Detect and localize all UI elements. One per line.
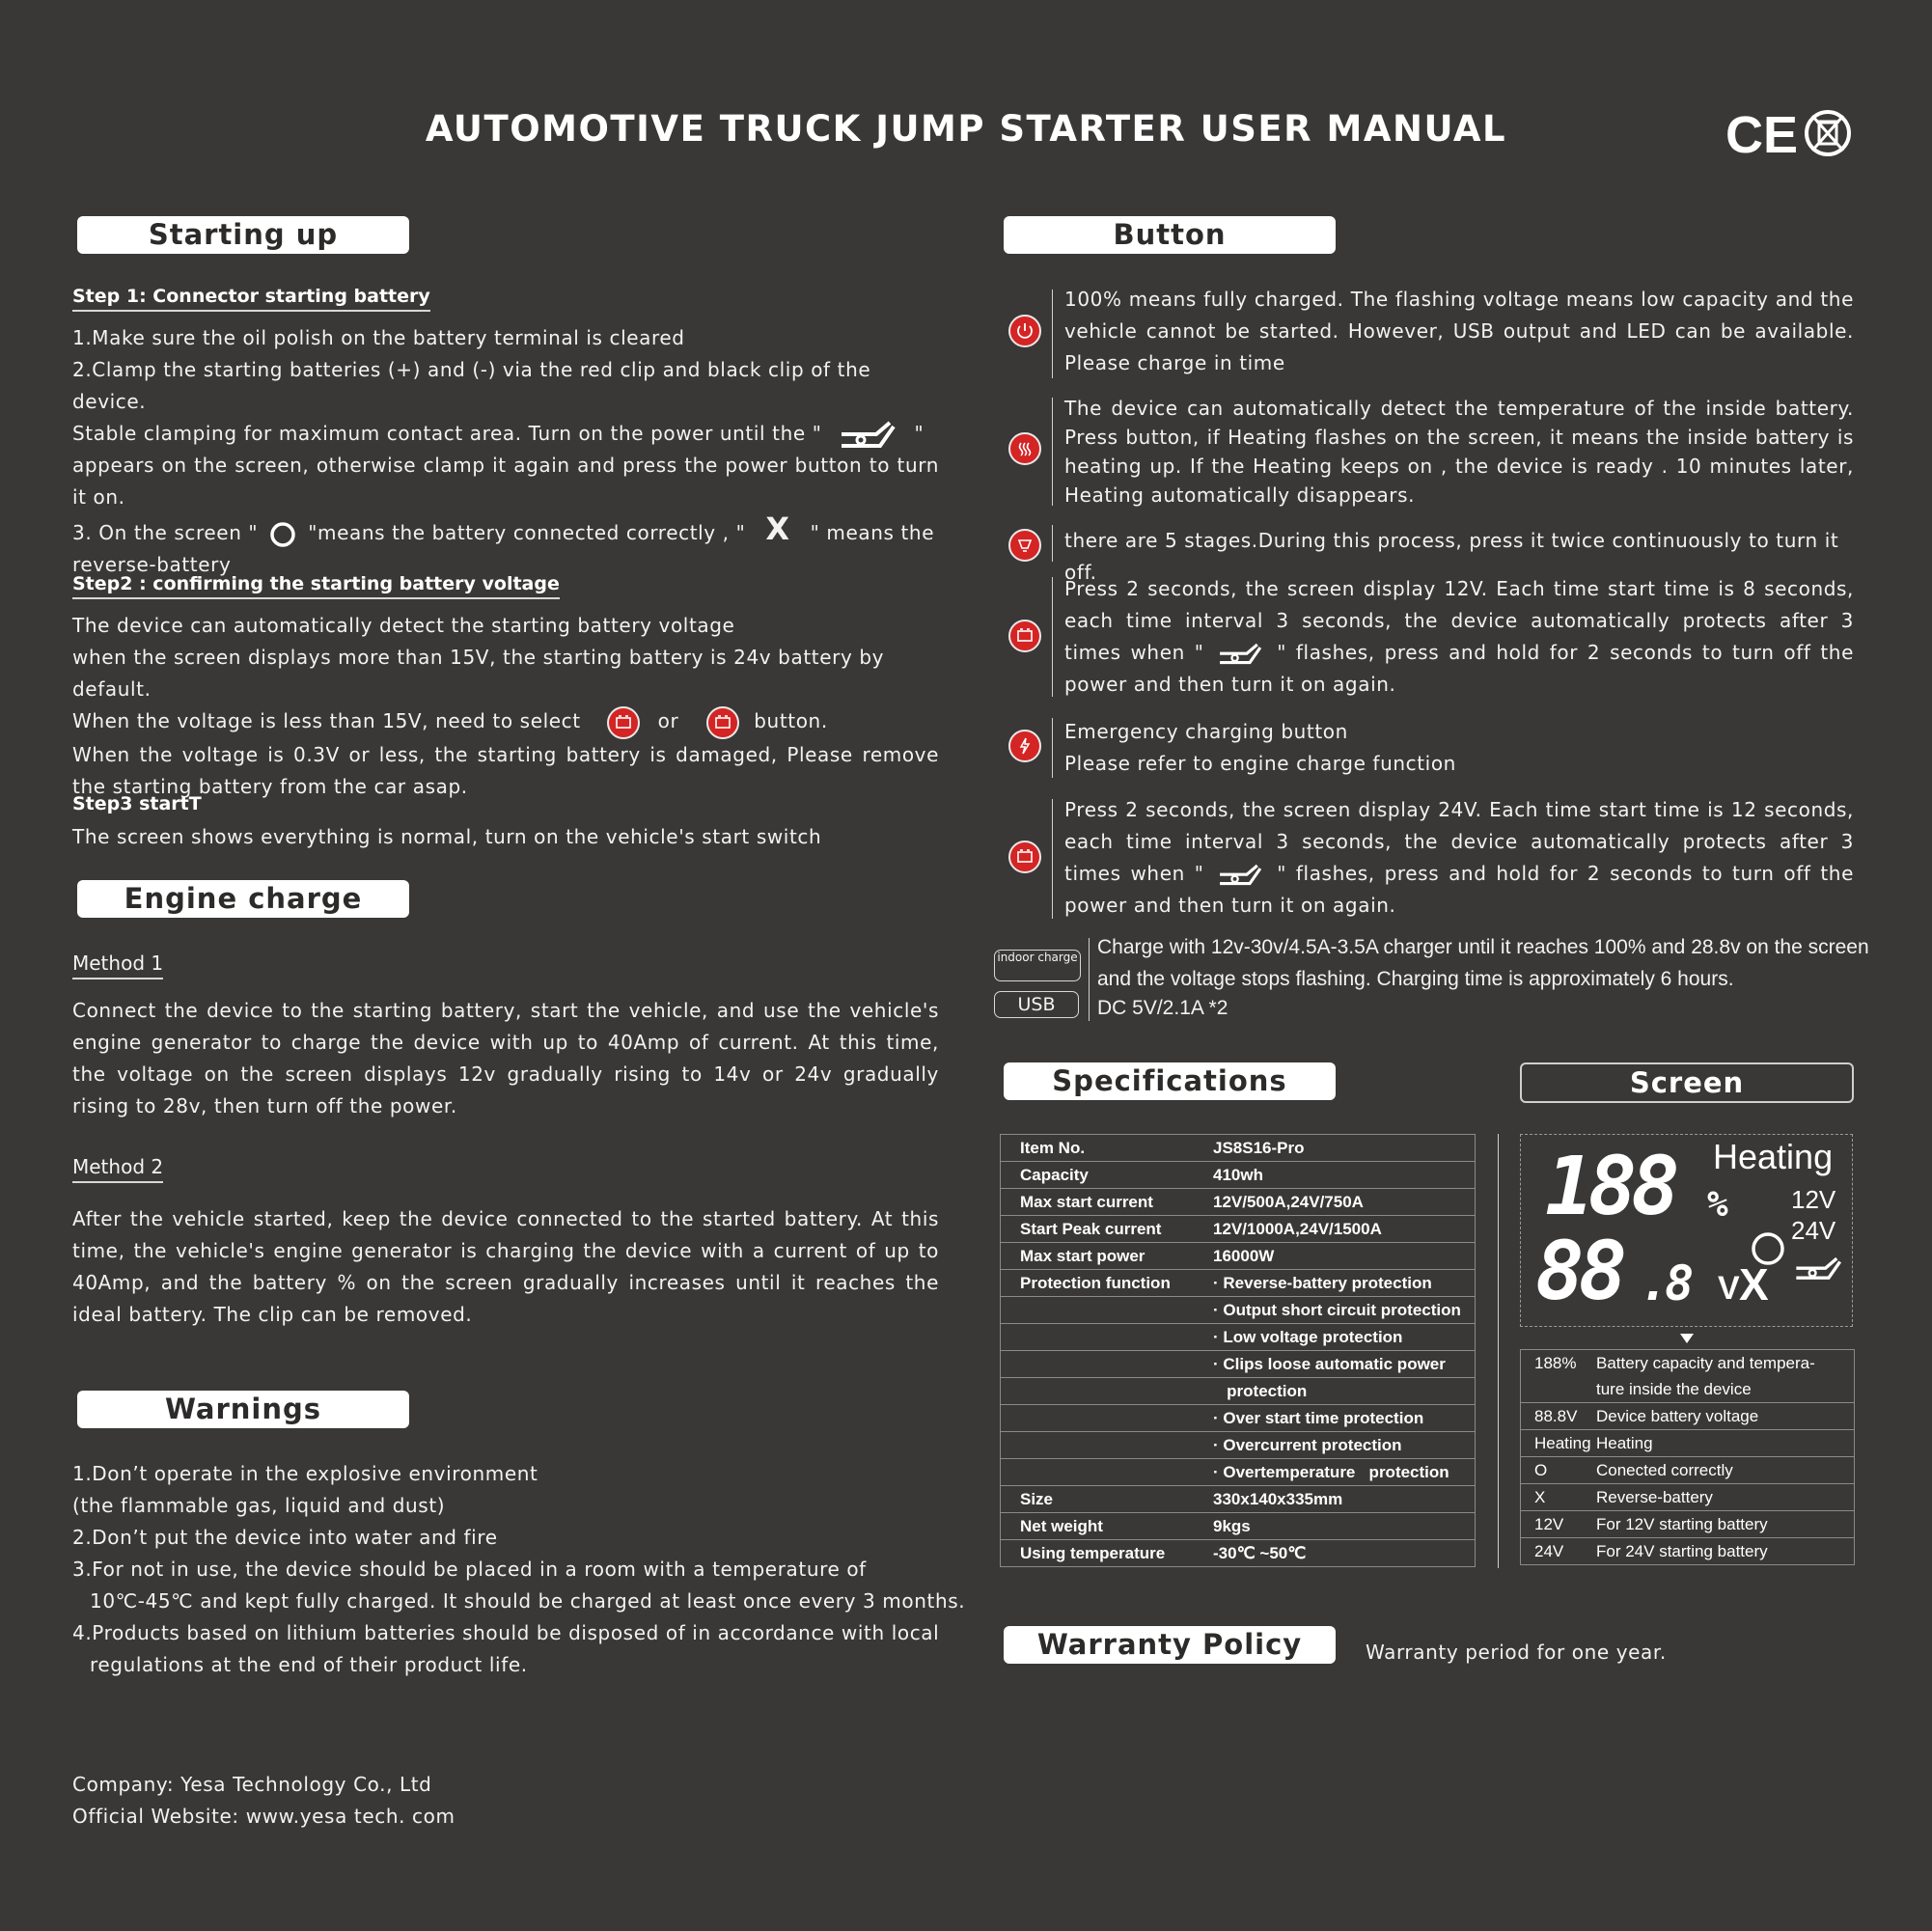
spec-value: 12V/500A,24V/750A: [1213, 1189, 1475, 1216]
ce-mark: CE: [1725, 106, 1799, 160]
spec-label: [1001, 1351, 1213, 1378]
screen-legend-desc: Conected correctly: [1596, 1457, 1854, 1484]
lcd-percent-digits: 188: [1545, 1139, 1674, 1233]
triangle-down-icon: [1679, 1333, 1695, 1344]
spec-label: Item No.: [1001, 1135, 1213, 1162]
spec-label: Capacity: [1001, 1162, 1213, 1189]
warning-1a: 1.Don’t operate in the explosive environment: [72, 1462, 538, 1485]
button-6-text-b: " flashes, press and hold for 2 seconds to turn off the power and then turn it on again.: [1064, 862, 1854, 917]
warning-4a: 4.Products based on lithium batteries should be disposed of in accordance with local: [72, 1621, 940, 1644]
warning-3a: 3.For not in use, the device should be placed in a room with a temperature of: [72, 1558, 867, 1581]
lcd-circle-o-icon: [1751, 1231, 1785, 1266]
button-4-text-b: " flashes, press and hold for 2 seconds to turn off the power and then turn it on again.: [1064, 641, 1854, 696]
method2-title-wrap: [72, 1155, 163, 1183]
step1-line-1: 1.Make sure the oil polish on the battery terminal is cleared: [72, 326, 685, 349]
spec-row: [1001, 1540, 1475, 1567]
method2-title: Method 2: [72, 1155, 163, 1183]
clamp-icon: [1217, 641, 1263, 668]
step2-line-4: When the voltage is 0.3V or less, the starting battery is damaged, Please remove the starting battery from the car asap.: [72, 742, 939, 798]
warning-3b: 10℃-45℃ and kept fully charged. It should be charged at least once every 3 months.: [90, 1589, 966, 1613]
screen-legend-symbol: Heating: [1521, 1430, 1596, 1457]
starting-up-header: Starting up: [77, 216, 409, 254]
step1-quote-close: ": [914, 422, 925, 445]
step1-body: [72, 322, 939, 581]
spec-row: [1001, 1189, 1475, 1216]
screen-legend-symbol: X: [1521, 1484, 1596, 1511]
spec-row: [1001, 1459, 1475, 1486]
light-icon: [1008, 529, 1041, 562]
lcd-v: V: [1718, 1270, 1740, 1307]
battery-12v-icon-wrap: [1008, 620, 1041, 652]
step2-line-2: when the screen displays more than 15V, the starting battery is 24v battery by default.: [72, 646, 885, 701]
warnings-header: Warnings: [77, 1391, 409, 1428]
spec-label: Size: [1001, 1486, 1213, 1513]
divider-b4: [1052, 577, 1053, 697]
button-6-text-a: Press 2 seconds, the screen display 24V. Each time start time is 12 seconds, each time interval 3 seconds, the device automatically protects after 3 times when ": [1064, 798, 1854, 885]
step2-line-3: [72, 705, 964, 739]
screen-legend-desc: Battery capacity and tempera-: [1596, 1350, 1854, 1377]
button-3-text: there are 5 stages.During this process, press it twice continuously to turn it off.: [1064, 529, 1839, 584]
specifications-header: Specifications: [1004, 1062, 1336, 1100]
light-button-icon: [1008, 529, 1041, 562]
screen-legend-symbol: [1521, 1376, 1596, 1403]
spec-value: protection: [1213, 1378, 1475, 1405]
step2-body: [72, 610, 964, 803]
spec-row: [1001, 1135, 1475, 1162]
lcd-voltage-decimal: .8: [1640, 1255, 1691, 1311]
company-info: [72, 1769, 455, 1833]
screen-legend-symbol: O: [1521, 1457, 1596, 1484]
step3-text: The screen shows everything is normal, turn on the vehicle's start switch: [72, 825, 822, 848]
spec-label: [1001, 1378, 1213, 1405]
screen-legend-row: [1521, 1457, 1854, 1484]
button-2-text: The device can automatically detect the temperature of the inside battery. Press button, if Heating flashes on the screen, it means the inside battery is heating up. If the Heating keeps on , the device is ready . 10 minutes later, Heating automatically disappears.: [1064, 397, 1854, 507]
spec-value: 16000W: [1213, 1243, 1475, 1270]
specifications-table: [1001, 1134, 1475, 1567]
spec-row: [1001, 1324, 1475, 1351]
step1-line-3: [72, 418, 939, 450]
spec-row: [1001, 1486, 1475, 1513]
step2-text-3a: When the voltage is less than 15V, need to select: [72, 709, 581, 732]
warranty-text: Warranty period for one year.: [1366, 1641, 1667, 1664]
specifications-table-wrap: [1000, 1134, 1476, 1567]
heating-icon: [1008, 432, 1041, 465]
lcd-x: X: [1739, 1259, 1769, 1310]
usb-text: DC 5V/2.1A *2: [1097, 997, 1228, 1019]
usb-label: USB: [994, 991, 1079, 1018]
divider-b6: [1052, 799, 1053, 919]
spec-row: [1001, 1297, 1475, 1324]
screen-legend-symbol: 24V: [1521, 1538, 1596, 1565]
spec-label: Max start current: [1001, 1189, 1213, 1216]
spec-label: Start Peak current: [1001, 1216, 1213, 1243]
screen-legend-desc: Reverse-battery: [1596, 1484, 1854, 1511]
screen-table-wrap: [1520, 1349, 1855, 1565]
charging-info: [1097, 931, 1869, 1024]
spec-label: [1001, 1405, 1213, 1432]
x-mark: X: [765, 510, 790, 547]
screen-legend-desc: ture inside the device: [1596, 1376, 1854, 1403]
spec-row: [1001, 1351, 1475, 1378]
screen-legend-desc: For 12V starting battery: [1596, 1511, 1854, 1538]
button-5-text-a: Emergency charging button: [1064, 720, 1348, 743]
warnings-body: [72, 1458, 980, 1681]
screen-legend-table: [1521, 1349, 1854, 1565]
spec-value: · Low voltage protection: [1213, 1324, 1475, 1351]
warning-1b: (the flammable gas, liquid and dust): [72, 1494, 446, 1517]
warning-4b: regulations at the end of their product life.: [90, 1653, 528, 1676]
spec-label: Using temperature: [1001, 1540, 1213, 1567]
engine-charge-header: Engine charge: [77, 880, 409, 918]
screen-legend-desc: Heating: [1596, 1430, 1854, 1457]
spec-row: [1001, 1243, 1475, 1270]
screen-legend-row: [1521, 1511, 1854, 1538]
weee-bin-icon: [1807, 112, 1849, 154]
button-4-text-a: Press 2 seconds, the screen display 12V. Each time start time is 8 seconds, each time interval 3 seconds, the device automatically protects after 3 times when ": [1064, 577, 1854, 664]
power-icon: [1008, 315, 1041, 347]
lcd-12v: 12V: [1791, 1185, 1836, 1214]
step2-title-wrap: [72, 573, 560, 599]
spec-value: · Clips loose automatic power: [1213, 1351, 1475, 1378]
method1-title: Method 1: [72, 952, 163, 979]
spec-value: · Reverse-battery protection: [1213, 1270, 1475, 1297]
spec-value: · Overcurrent protection: [1213, 1432, 1475, 1459]
method1-title-wrap: [72, 952, 163, 979]
screen-legend-symbol: 12V: [1521, 1511, 1596, 1538]
battery-12v-icon: [1008, 620, 1041, 652]
step1-text-5b: "means the battery connected correctly , ": [308, 521, 746, 544]
spec-value: 9kgs: [1213, 1513, 1475, 1540]
step1-title: Step 1: Connector starting battery: [72, 286, 430, 312]
step1-text-5a: 3. On the screen ": [72, 521, 259, 544]
lcd-voltage-digits: 88: [1535, 1224, 1622, 1318]
divider-b1: [1052, 290, 1053, 378]
button-1-text: 100% means fully charged. The flashing voltage means low capacity and the vehicle cannot be started. However, USB output and LED can be available. Please charge in time: [1064, 288, 1854, 374]
step2-text-3c: button.: [754, 709, 828, 732]
spec-label: Protection function: [1001, 1270, 1213, 1297]
lcd-clamp-icon: [1793, 1253, 1843, 1285]
circle-o-icon: [268, 520, 297, 549]
lcd-heating: Heating: [1713, 1137, 1834, 1176]
warranty-header: Warranty Policy: [1004, 1626, 1336, 1664]
spec-row: [1001, 1513, 1475, 1540]
button-header: Button: [1004, 216, 1336, 254]
battery-24v-button-icon: [706, 706, 739, 739]
screen-legend-desc: For 24V starting battery: [1596, 1538, 1854, 1565]
step1-text-5c: " means the reverse-battery: [72, 521, 935, 576]
divider-b3: [1052, 525, 1053, 562]
screen-legend-row: [1521, 1430, 1854, 1457]
screen-legend-row: [1521, 1350, 1854, 1377]
spec-value: · Over start time protection: [1213, 1405, 1475, 1432]
lcd-24v: 24V: [1791, 1216, 1836, 1245]
spec-value: 410wh: [1213, 1162, 1475, 1189]
warning-2: 2.Don’t put the device into water and fire: [72, 1526, 498, 1549]
spec-value: 12V/1000A,24V/1500A: [1213, 1216, 1475, 1243]
spec-label: [1001, 1297, 1213, 1324]
spec-row: [1001, 1405, 1475, 1432]
step1-line-5: [72, 510, 939, 581]
screen-legend-row: [1521, 1538, 1854, 1565]
spec-value: · Overtemperature protection: [1213, 1459, 1475, 1486]
battery-24v-icon-wrap: [1008, 841, 1041, 873]
battery-12v-button-icon: [607, 706, 640, 739]
screen-legend-row: [1521, 1376, 1854, 1403]
spec-label: Max start power: [1001, 1243, 1213, 1270]
spec-value: · Output short circuit protection: [1213, 1297, 1475, 1324]
screen-legend-desc: Device battery voltage: [1596, 1403, 1854, 1430]
step1-line-4: appears on the screen, otherwise clamp it again and press the power button to turn it on.: [72, 454, 939, 509]
button-4-text: [1064, 573, 1854, 701]
spec-row: [1001, 1270, 1475, 1297]
screen-legend-symbol: 88.8V: [1521, 1403, 1596, 1430]
method2-text: After the vehicle started, keep the device connected to the started battery. At this time, the vehicle's engine generator is charging the device with a current of up to 40Amp, and the battery % on the screen gradually increases until it reaches the ideal battery. The clip can be removed.: [72, 1207, 939, 1326]
emergency-charge-icon: [1008, 730, 1041, 762]
spec-label: [1001, 1324, 1213, 1351]
emergency-charge-icon-wrap: [1008, 730, 1041, 762]
power-button-icon: [1008, 315, 1041, 347]
spec-row: [1001, 1432, 1475, 1459]
indoor-charge-label: indoor charge: [994, 950, 1081, 981]
ce-weee-marks: [1725, 106, 1851, 160]
method1-text: Connect the device to the starting battery, start the vehicle, and use the vehicle's engine generator to charge the device with up to 40Amp of current. At this time, the voltage on the screen displays 12v gradually rising to 14v or 24v gradually rising to 28v, then turn off the power.: [72, 999, 939, 1117]
divider-b5: [1052, 718, 1053, 778]
spec-label: [1001, 1432, 1213, 1459]
step2-title: Step2 : confirming the starting battery voltage: [72, 573, 560, 599]
battery-24v-icon: [1008, 841, 1041, 873]
step3-title-wrap: [72, 793, 202, 817]
step2-text-3b: or: [657, 709, 679, 732]
lcd-display: [1520, 1134, 1853, 1327]
clamp-icon: [1217, 862, 1263, 889]
button-5-text: [1064, 716, 1854, 780]
step1-title-wrap: [72, 286, 430, 312]
spec-label: [1001, 1459, 1213, 1486]
spec-value: -30℃ ~50℃: [1213, 1540, 1475, 1567]
screen-legend-symbol: 188%: [1521, 1350, 1596, 1377]
button-6-text: [1064, 794, 1854, 922]
lcd-percent-symbol: %: [1707, 1185, 1728, 1225]
button-5-text-b: Please refer to engine charge function: [1064, 752, 1456, 775]
screen-header: Screen: [1520, 1062, 1854, 1103]
heating-button-icon: [1008, 432, 1041, 465]
divider-charge: [1089, 938, 1090, 1021]
company-name: Company: Yesa Technology Co., Ltd: [72, 1773, 432, 1796]
screen-legend-row: [1521, 1484, 1854, 1511]
company-website: Official Website: www.yesa tech. com: [72, 1805, 455, 1828]
spec-label: Net weight: [1001, 1513, 1213, 1540]
page-title: AUTOMOTIVE TRUCK JUMP STARTER USER MANUAL: [425, 108, 1507, 150]
spec-value: 330x140x335mm: [1213, 1486, 1475, 1513]
spec-screen-divider: [1498, 1134, 1499, 1568]
step1-line-2: 2.Clamp the starting batteries (+) and (-) via the red clip and black clip of the device.: [72, 358, 871, 413]
clamp-icon: [838, 421, 897, 450]
screen-legend-row: [1521, 1403, 1854, 1430]
spec-value: JS8S16-Pro: [1213, 1135, 1475, 1162]
step1-text-3: Stable clamping for maximum contact area. Turn on the power until the ": [72, 422, 822, 445]
spec-row: [1001, 1162, 1475, 1189]
spec-row: [1001, 1378, 1475, 1405]
spec-row: [1001, 1216, 1475, 1243]
step3-title: Step3 startT: [72, 793, 202, 814]
step2-line-1: The device can automatically detect the starting battery voltage: [72, 614, 735, 637]
divider-b2: [1052, 398, 1053, 506]
indoor-charge-text: Charge with 12v-30v/4.5A-3.5A charger until it reaches 100% and 28.8v on the screen and the voltage stops flashing. Charging time is approximately 6 hours.: [1097, 936, 1869, 990]
